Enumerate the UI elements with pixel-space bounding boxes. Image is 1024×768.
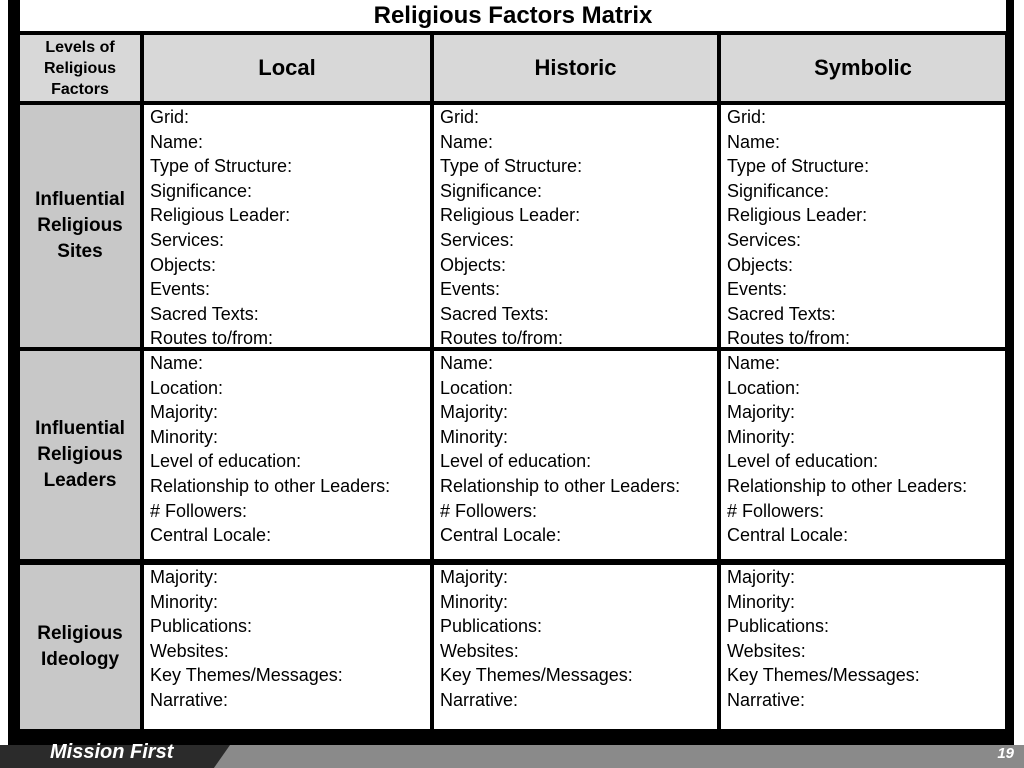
field-label: Minority: [150,426,219,447]
field-label: # Followers: [440,500,538,521]
field-label: Name: [727,353,781,373]
field-label: Significance: [150,180,253,201]
field-label: # Followers: [727,500,825,521]
field-label: Name: [150,353,204,373]
field-label: Key Themes/Messages: [727,665,920,686]
field-label: Majority: [150,402,219,423]
field-label: Narrative: [440,689,519,710]
field-label: Relationship to other Leaders: [440,475,681,496]
field-label: Sacred Texts: [150,303,259,324]
field-label: Majority: [440,567,509,587]
field-label: Significance: [727,180,830,201]
field-label: Majority: [150,567,219,587]
field-label: Type of Structure: [727,156,870,177]
field-label: Routes to/from: [150,328,274,347]
field-label: Minority: [150,591,219,612]
field-label: Religious Leader: [440,205,581,226]
field-label: Minority: [440,591,509,612]
row-header-sites: Influential Religious Sites [20,105,140,347]
field-label: Minority: [440,426,509,447]
field-label: Significance: [440,180,543,201]
cell-sites-symbolic [721,105,1005,347]
field-label: Location: [440,377,514,398]
field-label: Objects: [150,254,217,275]
field-label: Services: [150,229,225,250]
field-label: Events: [150,279,211,300]
field-label: Grid: [727,107,767,127]
cell-sites-historic [434,105,717,347]
field-label: Events: [440,279,501,300]
field-label: Location: [727,377,801,398]
field-label: Key Themes/Messages: [440,665,633,686]
field-label: Level of education: [150,451,302,472]
field-label: # Followers: [150,500,248,521]
field-label: Websites: [727,640,806,661]
field-label: Central Locale: [440,525,562,546]
field-label: Central Locale: [727,525,849,546]
field-label: Narrative: [727,689,806,710]
field-label: Majority: [727,567,796,587]
field-label: Grid: [440,107,480,127]
column-header-historic: Historic [434,35,717,101]
column-header-local: Local [144,35,430,101]
cell-leaders-historic [434,351,717,559]
field-label: Relationship to other Leaders: [727,475,968,496]
field-label: Narrative: [150,689,229,710]
row-header-leaders: Influential Religious Leaders [20,351,140,559]
field-label: Majority: [440,402,509,423]
field-label: Name: [440,131,494,152]
page-number: 19 [997,745,1014,762]
religious-factors-matrix [17,31,1007,736]
field-label: Religious Leader: [150,205,291,226]
footer-bar [0,741,1024,768]
field-label: Services: [440,229,515,250]
field-label: Location: [150,377,224,398]
field-label: Grid: [150,107,190,127]
cell-leaders-symbolic [721,351,1005,559]
cell-ideology-local [144,565,430,729]
field-label: Sacred Texts: [440,303,549,324]
corner-header: Levels of Religious Factors [20,35,140,101]
footer-motto: Mission First [50,741,174,763]
field-label: Routes to/from: [727,328,851,347]
field-label: Minority: [727,591,796,612]
field-label: Type of Structure: [440,156,583,177]
row-header-ideology: Religious Ideology [20,565,140,729]
field-label: Type of Structure: [150,156,293,177]
field-label: Level of education: [440,451,592,472]
field-label: Websites: [440,640,519,661]
cell-sites-local [144,105,430,347]
field-label: Religious Leader: [727,205,868,226]
page-title: Religious Factors Matrix [20,0,1006,31]
field-label: Events: [727,279,788,300]
field-label: Name: [727,131,781,152]
field-label: Central Locale: [150,525,272,546]
field-label: Services: [727,229,802,250]
field-label: Publications: [727,616,830,637]
field-label: Sacred Texts: [727,303,836,324]
field-label: Relationship to other Leaders: [150,475,391,496]
cell-ideology-historic [434,565,717,729]
field-label: Objects: [727,254,794,275]
field-label: Key Themes/Messages: [150,665,343,686]
field-label: Minority: [727,426,796,447]
field-label: Majority: [727,402,796,423]
field-label: Websites: [150,640,229,661]
field-label: Name: [440,353,494,373]
cell-ideology-symbolic [721,565,1005,729]
field-label: Publications: [440,616,543,637]
column-header-symbolic: Symbolic [721,35,1005,101]
field-label: Name: [150,131,204,152]
field-label: Objects: [440,254,507,275]
field-label: Routes to/from: [440,328,564,347]
field-label: Level of education: [727,451,879,472]
field-label: Publications: [150,616,253,637]
cell-leaders-local [144,351,430,559]
